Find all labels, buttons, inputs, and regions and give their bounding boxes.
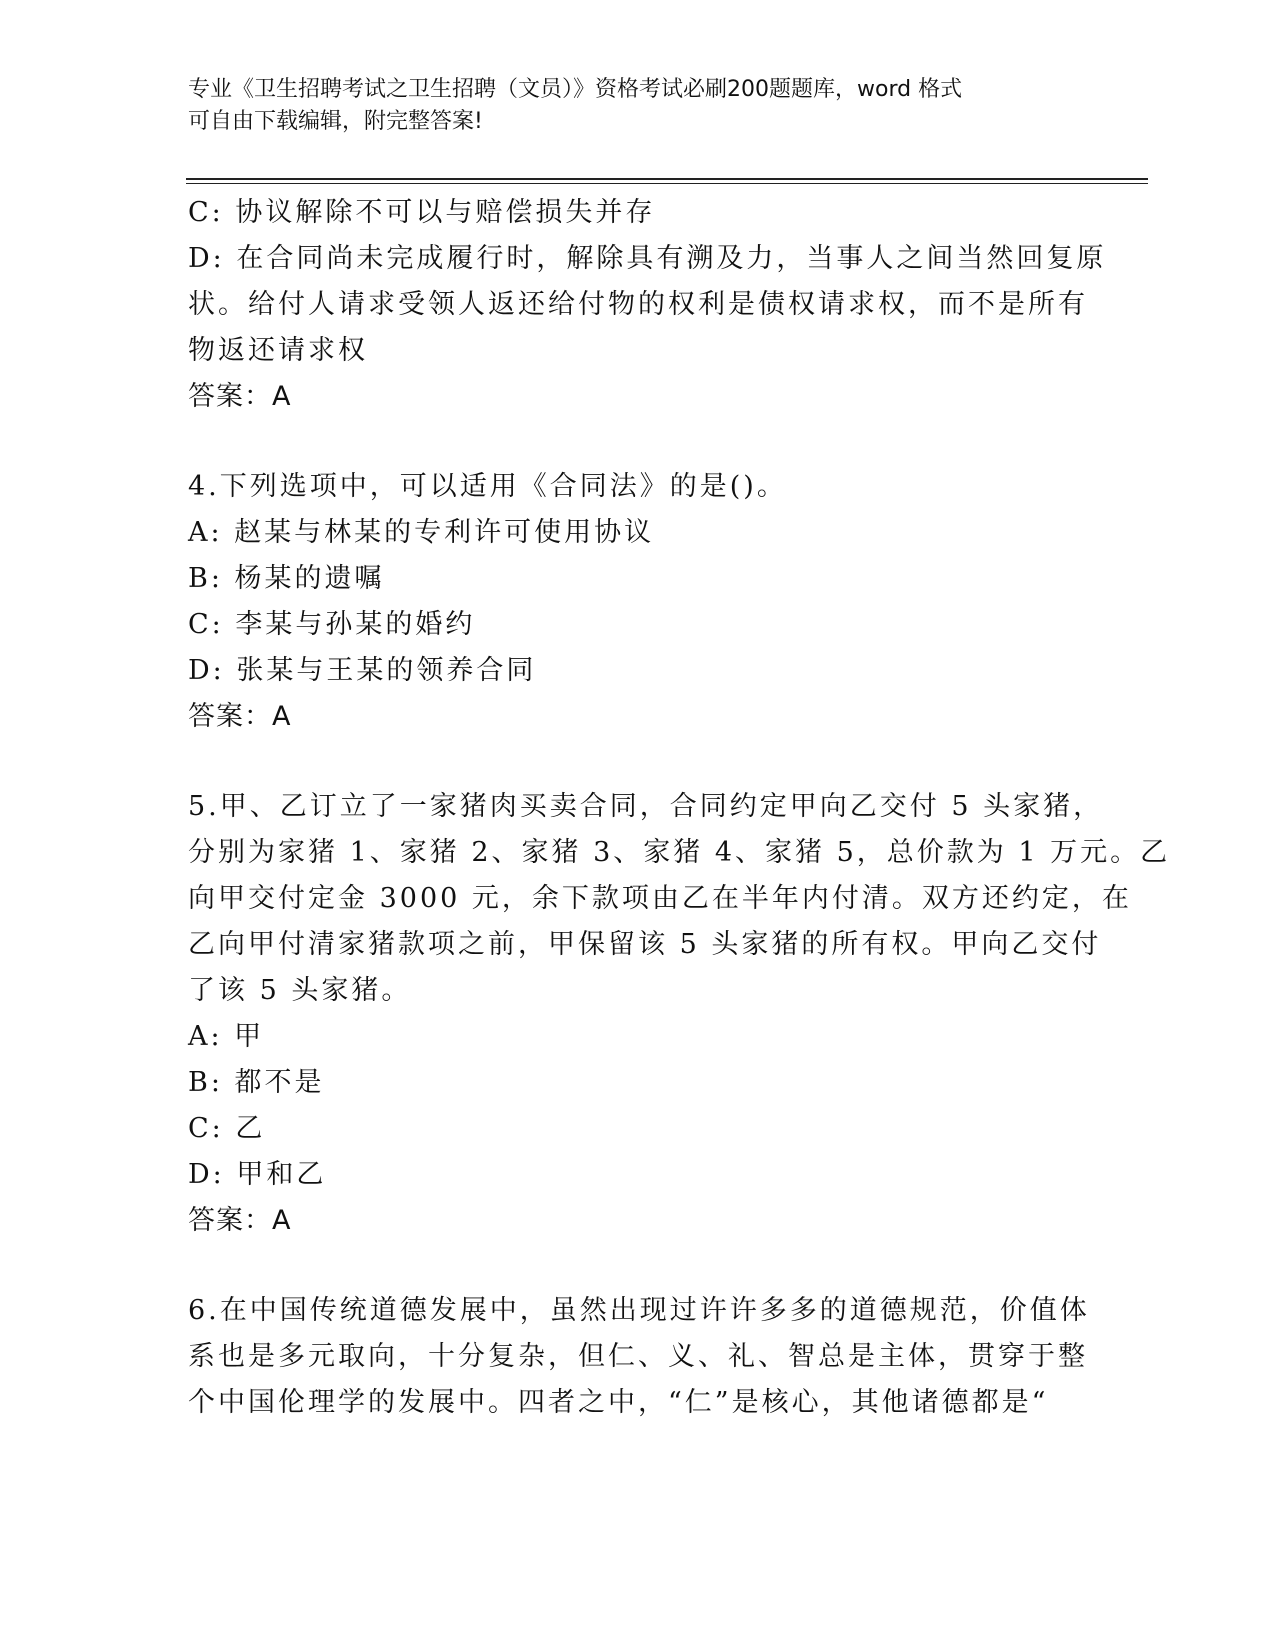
question-stem-line-1: 6.在中国传统道德发展中，虽然出现过许许多多的道德规范，价值体 — [188, 1295, 1090, 1326]
answer: 答案：A — [188, 701, 292, 732]
option-b: B: 杨某的遗嘱 — [188, 563, 385, 594]
question-content — [188, 190, 1171, 1426]
question-stem-line-1: 5.甲、乙订立了一家猪肉买卖合同，合同约定甲向乙交付 5 头家猪， — [188, 791, 1104, 822]
option-c: C: 乙 — [188, 1113, 266, 1144]
answer: 答案：A — [188, 381, 292, 412]
question-3-tail — [188, 190, 1107, 420]
question-6 — [188, 1288, 1088, 1426]
header-divider-thick — [186, 178, 1148, 180]
option-d-line-2: 状。给付人请求受领人返还给付物的权利是债权请求权，而不是所有 — [188, 289, 1088, 320]
spacer — [188, 420, 1088, 464]
page-header — [188, 74, 1068, 138]
option-d-line-1: D: 在合同尚未完成履行时，解除具有溯及力，当事人之间当然回复原 — [188, 243, 1107, 274]
spacer — [188, 740, 1088, 784]
question-stem-line-5: 了该 5 头家猪。 — [188, 975, 412, 1006]
option-c: C: 协议解除不可以与赔偿损失并存 — [188, 197, 656, 228]
question-4 — [188, 464, 1088, 740]
answer: 答案：A — [188, 1205, 292, 1236]
option-d: D: 甲和乙 — [188, 1159, 327, 1190]
option-d: D: 张某与王某的领养合同 — [188, 655, 537, 686]
option-a: A: 赵某与林某的专利许可使用协议 — [188, 517, 655, 548]
option-c: C: 李某与孙某的婚约 — [188, 609, 476, 640]
question-stem-line-4: 乙向甲付清家猪款项之前，甲保留该 5 头家猪的所有权。甲向乙交付 — [188, 929, 1102, 960]
header-title-line-2: 可自由下载编辑，附完整答案! — [188, 109, 483, 134]
spacer — [188, 1244, 1088, 1288]
question-stem-line-3: 个中国伦理学的发展中。四者之中，“仁”是核心，其他诸德都是“ — [188, 1387, 1049, 1418]
question-5 — [188, 784, 1171, 1244]
option-b: B: 都不是 — [188, 1067, 325, 1098]
option-d-line-3: 物返还请求权 — [188, 335, 368, 366]
question-stem-line-2: 系也是多元取向，十分复杂，但仁、义、礼、智总是主体，贯穿于整 — [188, 1341, 1088, 1372]
option-a: A: 甲 — [188, 1021, 265, 1052]
question-stem: 4.下列选项中，可以适用《合同法》的是()。 — [188, 471, 787, 502]
question-stem-line-3: 向甲交付定金 3000 元，余下款项由乙在半年内付清。双方还约定，在 — [188, 883, 1132, 914]
header-divider-thin — [186, 183, 1148, 184]
question-stem-line-2: 分别为家猪 1、家猪 2、家猪 3、家猪 4、家猪 5，总价款为 1 万元。乙 — [188, 837, 1171, 868]
header-title-line-1: 专业《卫生招聘考试之卫生招聘（文员）》资格考试必刷200题题库，word 格式 — [188, 77, 963, 102]
